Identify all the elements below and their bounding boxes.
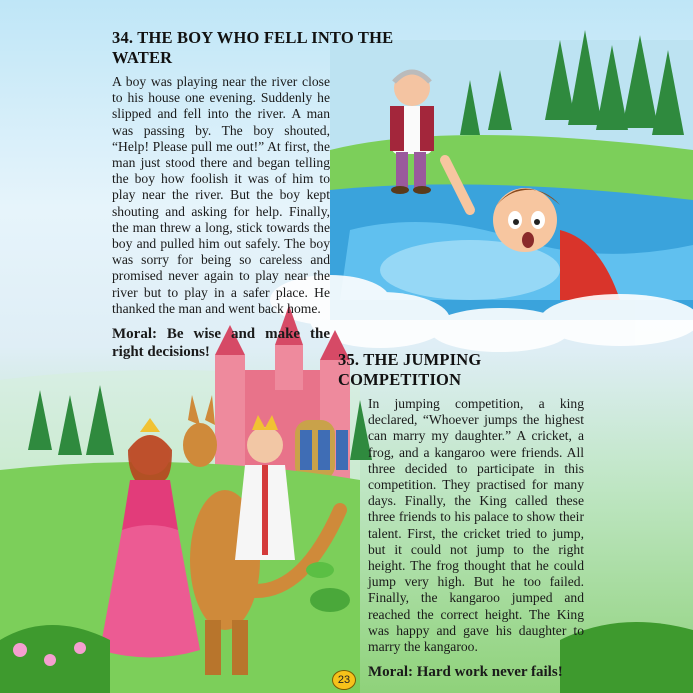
page-number: 23 xyxy=(332,670,356,690)
frog-illustration xyxy=(310,588,350,612)
story-body: A boy was playing near the river close to his house one evening. Suddenly he slipped and fell into the river. A man was passing by. The boy shouted, “Help! Please pull me out!” At first, the man just stood there and began telling the boy how foolish it was of him to play near the river. But the boy kept shouting and asking for help. Finally, the man threw a long, stick towards the boy and pulled him out safely. The boy was sorry for being so careless and promised never again to play near the river but to play in a safer place. He thanked the man and went back home. xyxy=(112,74,330,316)
story-title: 35. THE JUMPING COMPETITION xyxy=(338,350,482,389)
story-moral: Moral: Hard work never fails! xyxy=(368,664,563,681)
story-moral: Moral: Be wise and make the right decisions! xyxy=(112,326,330,361)
story-title: 34. THE BOY WHO FELL INTO THE WATER xyxy=(112,28,394,67)
story-34 xyxy=(112,28,430,361)
story-body: In jumping competition, a king declared, “Whoever jumps the highest can marry my daughter.” A cricket, a frog, and a kangaroo were friends. All three decided to participate in this competition. They practised for many days. Finally, the King called these three friends to his palace to show their talent. First, the cricket tried to jump, but it could not jump to the right height. The frog thought that he could jump very high. But he too failed. Finally, the kangaroo jumped and reached the correct height. The King was happy and gave his daughter to marry the kangaroo. xyxy=(368,396,584,655)
